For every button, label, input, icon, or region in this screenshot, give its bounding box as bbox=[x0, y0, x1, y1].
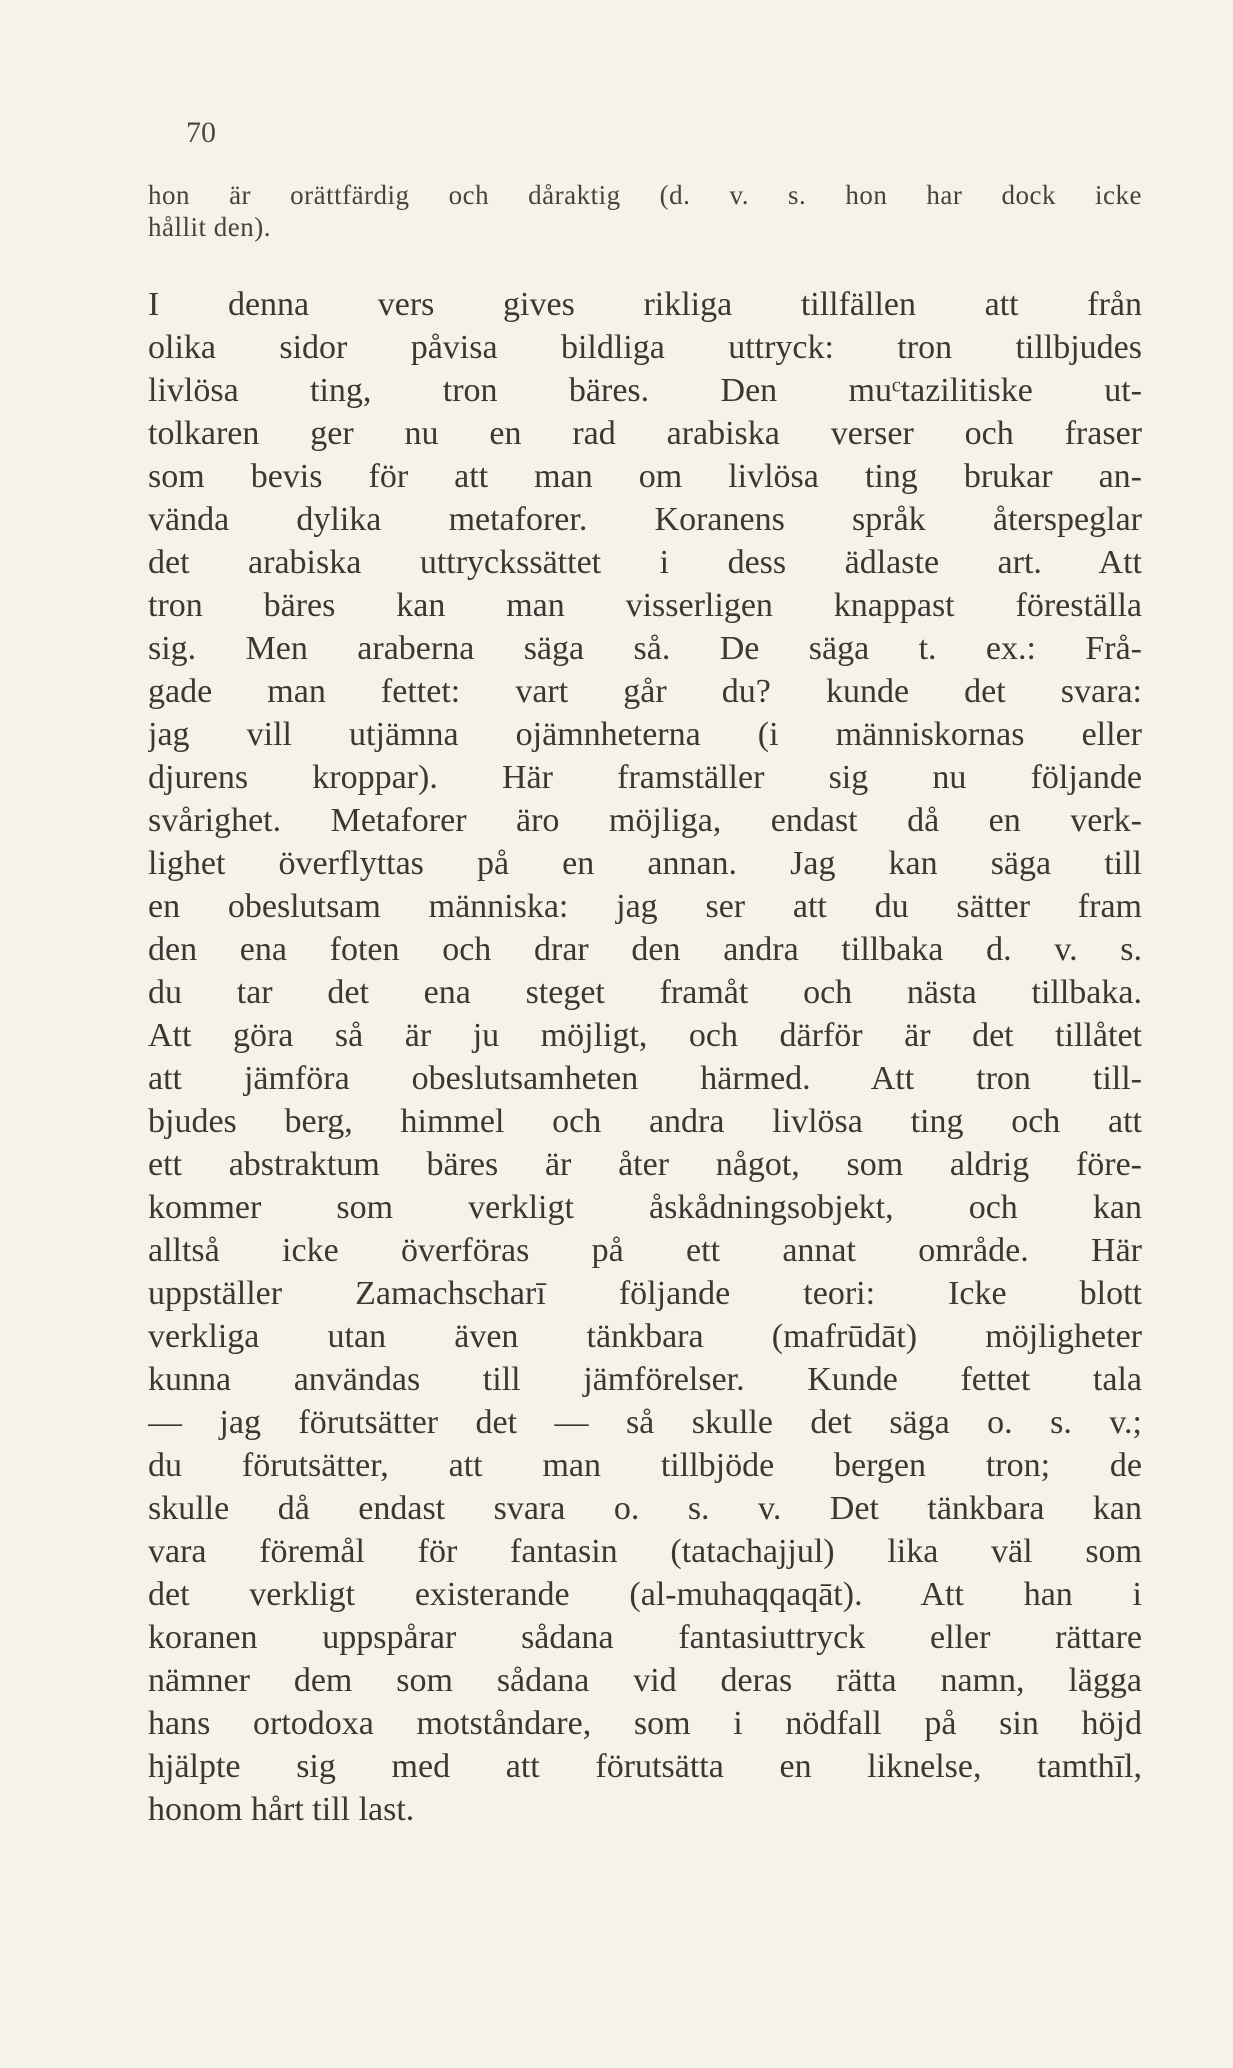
text-line: livlösa ting, tron bäres. Den muᶜtazilitiske ut- bbox=[148, 372, 1142, 409]
text-line: hans ortodoxa motståndare, som i nödfall på sin höjd bbox=[148, 1705, 1142, 1742]
text-line: gade man fettet: vart går du? kunde det svara: bbox=[148, 673, 1142, 710]
text-line: som bevis för att man om livlösa ting brukar an- bbox=[148, 458, 1142, 495]
text-line: vända dylika metaforer. Koranens språk återspeglar bbox=[148, 501, 1142, 538]
text-line: jag vill utjämna ojämnheterna (i människornas eller bbox=[148, 716, 1142, 753]
text-line: lighet överflyttas på en annan. Jag kan säga till bbox=[148, 845, 1142, 882]
text-line: koranen uppspårar sådana fantasiuttryck eller rättare bbox=[148, 1619, 1142, 1656]
text-line: hon är orättfärdig och dåraktig (d. v. s. hon har dock icke bbox=[148, 180, 1142, 210]
text-line: att jämföra obeslutsamheten härmed. Att tron till- bbox=[148, 1060, 1142, 1097]
text-line: verkliga utan även tänkbara (mafrūdāt) möjligheter bbox=[148, 1318, 1142, 1355]
text-line: — jag förutsätter det — så skulle det säga o. s. v.; bbox=[148, 1404, 1142, 1441]
text-line: hjälpte sig med att förutsätta en liknelse, tamthīl, bbox=[148, 1748, 1142, 1785]
text-line: kommer som verkligt åskådningsobjekt, och kan bbox=[148, 1189, 1142, 1226]
text-line: nämner dem som sådana vid deras rätta namn, lägga bbox=[148, 1662, 1142, 1699]
text-line: skulle då endast svara o. s. v. Det tänkbara kan bbox=[148, 1490, 1142, 1527]
text-line: svårighet. Metaforer äro möjliga, endast då en verk- bbox=[148, 802, 1142, 839]
text-line: den ena foten och drar den andra tillbaka d. v. s. bbox=[148, 931, 1142, 968]
text-line: Att göra så är ju möjligt, och därför är det tillåtet bbox=[148, 1017, 1142, 1054]
text-line: du tar det ena steget framåt och nästa tillbaka. bbox=[148, 974, 1142, 1011]
text-line: djurens kroppar). Här framställer sig nu följande bbox=[148, 759, 1142, 796]
text-line: du förutsätter, att man tillbjöde bergen tron; de bbox=[148, 1447, 1142, 1484]
text-line: det arabiska uttryckssättet i dess ädlaste art. Att bbox=[148, 544, 1142, 581]
text-line: I denna vers gives rikliga tillfällen att från bbox=[148, 286, 1142, 323]
text-line: honom hårt till last. bbox=[148, 1791, 415, 1828]
text-line: tron bäres kan man visserligen knappast föreställa bbox=[148, 587, 1142, 624]
text-line: tolkaren ger nu en rad arabiska verser och fraser bbox=[148, 415, 1142, 452]
text-line: det verkligt existerande (al-muhaqqaqāt). Att han i bbox=[148, 1576, 1142, 1613]
text-line: hållit den). bbox=[148, 212, 271, 242]
text-line: alltså icke överföras på ett annat område. Här bbox=[148, 1232, 1142, 1269]
text-line: en obeslutsam människa: jag ser att du sätter fram bbox=[148, 888, 1142, 925]
text-line: vara föremål för fantasin (tatachajjul) lika väl som bbox=[148, 1533, 1142, 1570]
text-line: uppställer Zamachscharī följande teori: Icke blott bbox=[148, 1275, 1142, 1312]
text-line: kunna användas till jämförelser. Kunde fettet tala bbox=[148, 1361, 1142, 1398]
text-line: bjudes berg, himmel och andra livlösa ting och att bbox=[148, 1103, 1142, 1140]
text-line: ett abstraktum bäres är åter något, som aldrig före- bbox=[148, 1146, 1142, 1183]
text-line: olika sidor påvisa bildliga uttryck: tron tillbjudes bbox=[148, 329, 1142, 366]
page-number: 70 bbox=[186, 116, 216, 149]
text-line: sig. Men araberna säga så. De säga t. ex.: Frå- bbox=[148, 630, 1142, 667]
